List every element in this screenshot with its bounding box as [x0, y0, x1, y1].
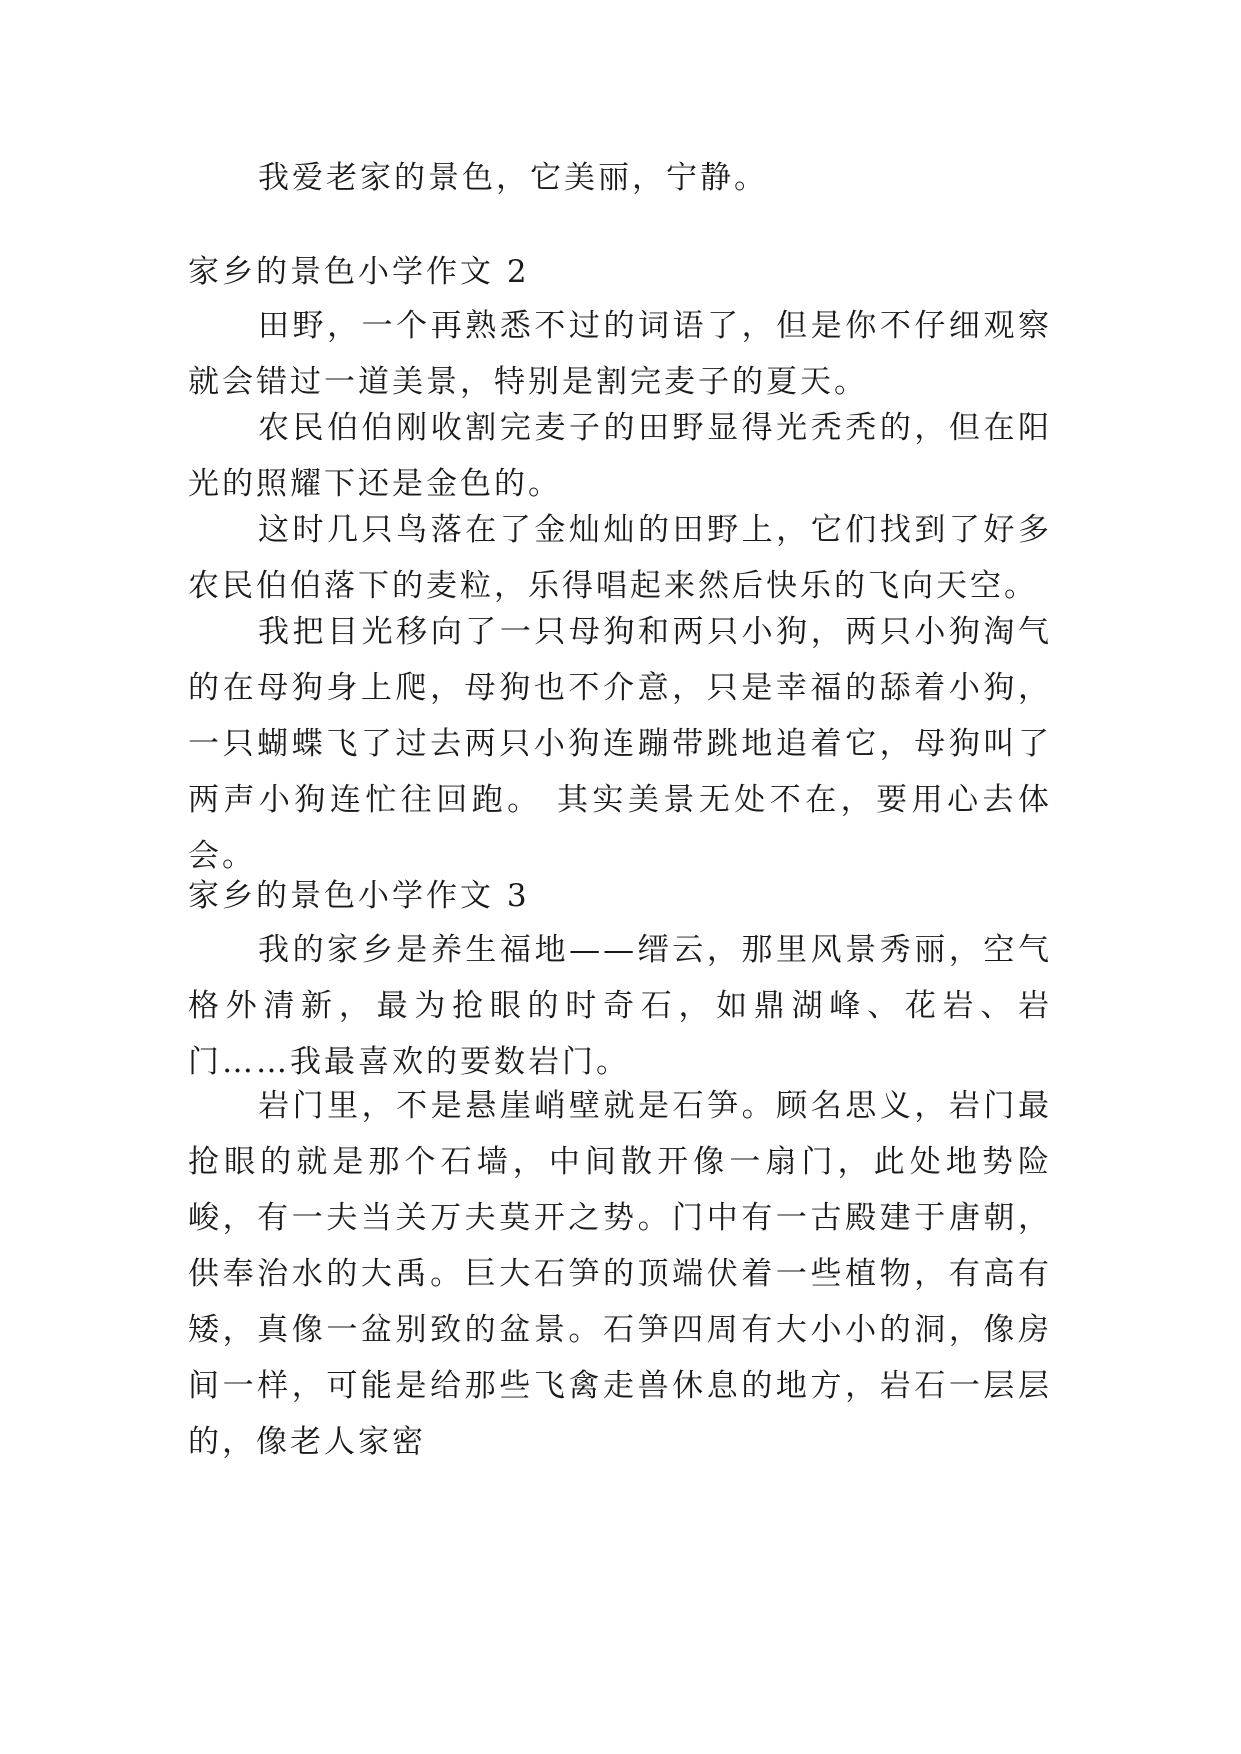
section-2-paragraph-3: 这时几只鸟落在了金灿灿的田野上，它们找到了好多农民伯伯落下的麦粒，乐得唱起来然后快乐的飞向天空。	[188, 512, 1052, 604]
section-3-paragraph-1: 我的家乡是养生福地——缙云，那里风景秀丽，空气格外清新，最为抢眼的时奇石，如鼎湖峰、花岩、岩门……我最喜欢的要数岩门。	[188, 932, 1052, 1080]
paragraph-intro-ending: 我爱老家的景色，它美丽，宁静。	[258, 160, 768, 196]
section-2-paragraph-1: 田野，一个再熟悉不过的词语了，但是你不仔细观察就会错过一道美景，特别是割完麦子的夏天。	[188, 308, 1052, 400]
section-3-paragraph-2: 岩门里，不是悬崖峭壁就是石笋。顾名思义，岩门最抢眼的就是那个石墙，中间散开像一扇门，此处地势险峻，有一夫当关万夫莫开之势。门中有一古殿建于唐朝，供奉治水的大禹。巨大石笋的顶端伏着一些植物，有高有矮，真像一盆别致的盆景。石笋四周有大小小的洞，像房间一样，可能是给那些飞禽走兽休息的地方，岩石一层层的，像老人家密	[188, 1088, 1052, 1460]
section-2-paragraph-2: 农民伯伯刚收割完麦子的田野显得光秃秃的，但在阳光的照耀下还是金色的。	[188, 410, 1052, 502]
section-2-title: 家乡的景色小学作文 2	[188, 254, 530, 290]
section-2-paragraph-4: 我把目光移向了一只母狗和两只小狗，两只小狗淘气的在母狗身上爬，母狗也不介意，只是幸福的舔着小狗，一只蝴蝶飞了过去两只小狗连蹦带跳地追着它，母狗叫了两声小狗连忙往回跑。 其实美景无处不在，要用心去体会。	[188, 614, 1052, 874]
section-3-title: 家乡的景色小学作文 3	[188, 878, 530, 914]
